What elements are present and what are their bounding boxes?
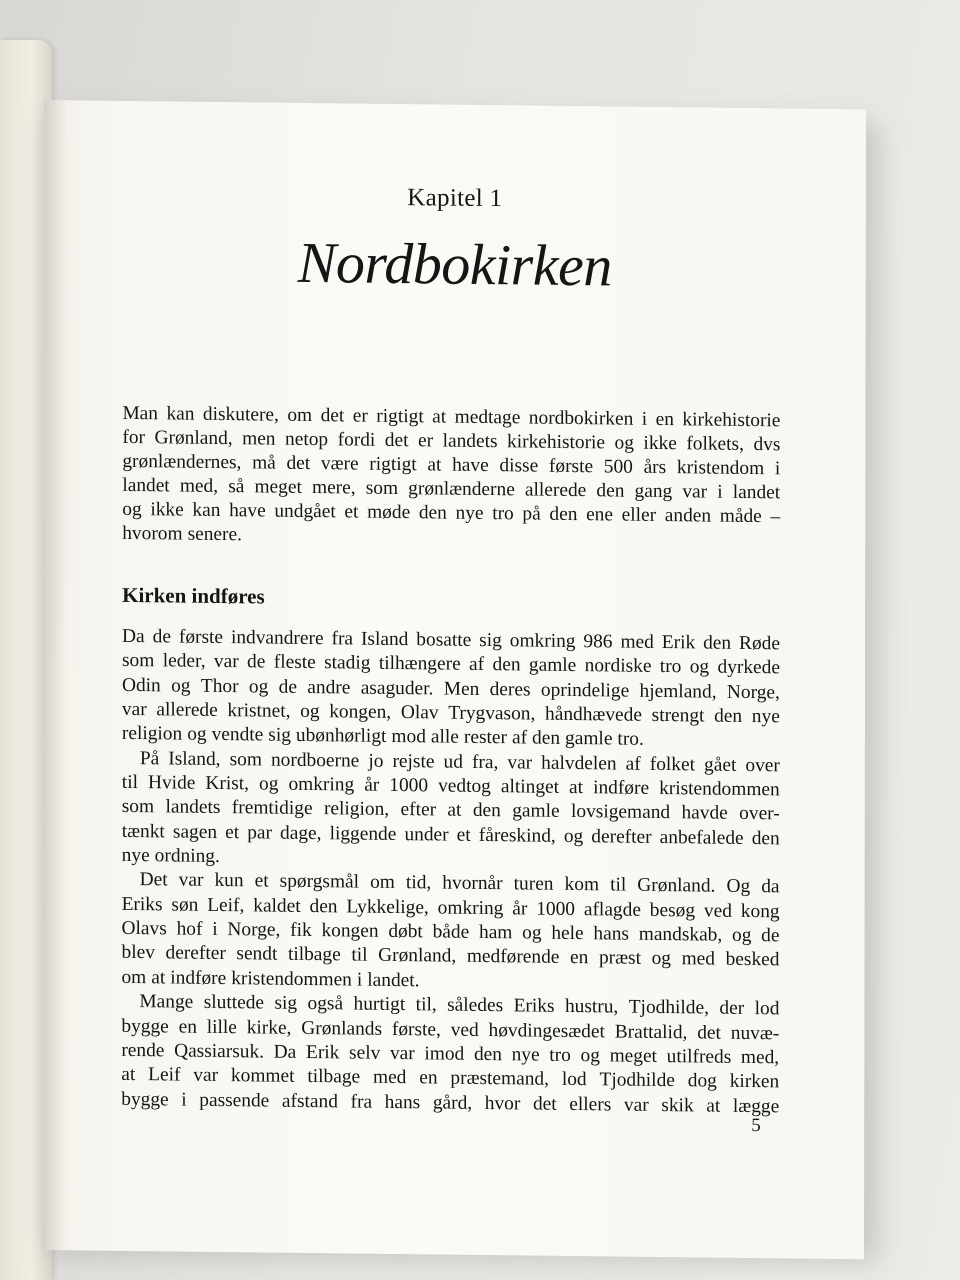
- text-line: grønlændernes, må det være rigtigt at have disse første 500 års kristendom i: [122, 450, 781, 480]
- text-line: Odin og Thor og de andre asaguder. Men deres oprindelige hjemland, Norge,: [121, 674, 780, 704]
- book-page: [42, 100, 866, 1259]
- text-line: om at indføre kristendommen i landet.: [121, 966, 420, 992]
- text-line: og ikke kan have undgået et møde den nye tro på den ene eller anden måde –: [122, 498, 781, 528]
- text-line: religion og vendte sig ubønhørligt mod alle rester af den gamle tro.: [121, 723, 644, 751]
- text-line: Det var kun et spørgsmål om tid, hvornår turen kom til Grønland. Og da: [139, 869, 780, 898]
- text-line: Da de første indvandrere fra Island bosatte sig omkring 986 med Erik den Røde: [122, 625, 781, 655]
- page-number: 5: [751, 1115, 761, 1137]
- text-line: tænkt sagen et par dage, liggende under et fåreskind, og derefter anbefalede den: [121, 820, 780, 850]
- text-line: rende Qassiarsuk. Da Erik selv var imod den nye tro og meget utilfreds med,: [121, 1039, 780, 1069]
- text-line: var allerede kristnet, og kongen, Olav Trygvason, håndhævede strengt den nye: [121, 698, 780, 728]
- text-line: som leder, var de fleste stadig tilhængere af den gamle nordiske tro og dyrkede: [122, 650, 780, 679]
- text-line: På Island, som nordboerne jo rejste ud fra, var halvdelen af folket gået over: [139, 747, 780, 777]
- text-line: bygge en lille kirke, Grønlands første, ved høvdingesædet Brattalid, det nuvæ-: [121, 1015, 780, 1044]
- text-line: Man kan diskutere, om det er rigtigt at medtage nordbokirken i en kirkehistorie: [122, 402, 781, 432]
- text-line: at Leif var kommet tilbage med en præstemand, lod Tjodhilde dog kirken: [121, 1064, 780, 1093]
- text-line: Olavs hof i Norge, fik kongen døbt både ham og hele hans mandskab, og de: [121, 918, 780, 947]
- section-heading: Kirken indføres: [122, 582, 265, 609]
- text-line: Eriks søn Leif, kaldet den Lykkelige, omkring år 1000 aflagde besøg ved kong: [121, 893, 780, 923]
- text-line: for Grønland, men netop fordi det er landets kirkehistorie og ikke folkets, dvs: [122, 426, 781, 456]
- text-line: bygge i passende afstand fra hans gård, hvor det ellers var skik at lægge: [121, 1088, 780, 1117]
- chapter-title: Nordbokirken: [297, 229, 612, 299]
- text-line: hvorom senere.: [122, 522, 242, 546]
- text-line: til Hvide Krist, og omkring år 1000 vedtog altinget at indføre kristendommen: [121, 771, 780, 801]
- text-line: landet med, så meget mere, som grønlænderne allerede den gang var i landet: [122, 474, 781, 504]
- text-line: som landets fremtidige religion, efter at den gamle lovsigemand havde over-: [121, 796, 780, 825]
- intro-paragraph: [122, 402, 780, 553]
- text-line: Mange sluttede sig også hurtigt til, således Eriks hustru, Tjodhilde, der lod: [139, 991, 780, 1020]
- chapter-label: Kapitel 1: [407, 184, 503, 213]
- text-line: nye ordning.: [121, 844, 220, 868]
- section-body: [121, 625, 780, 1119]
- text-line: blev derefter sendt tilbage til Grønland, medførende en præst og med besked: [121, 942, 780, 971]
